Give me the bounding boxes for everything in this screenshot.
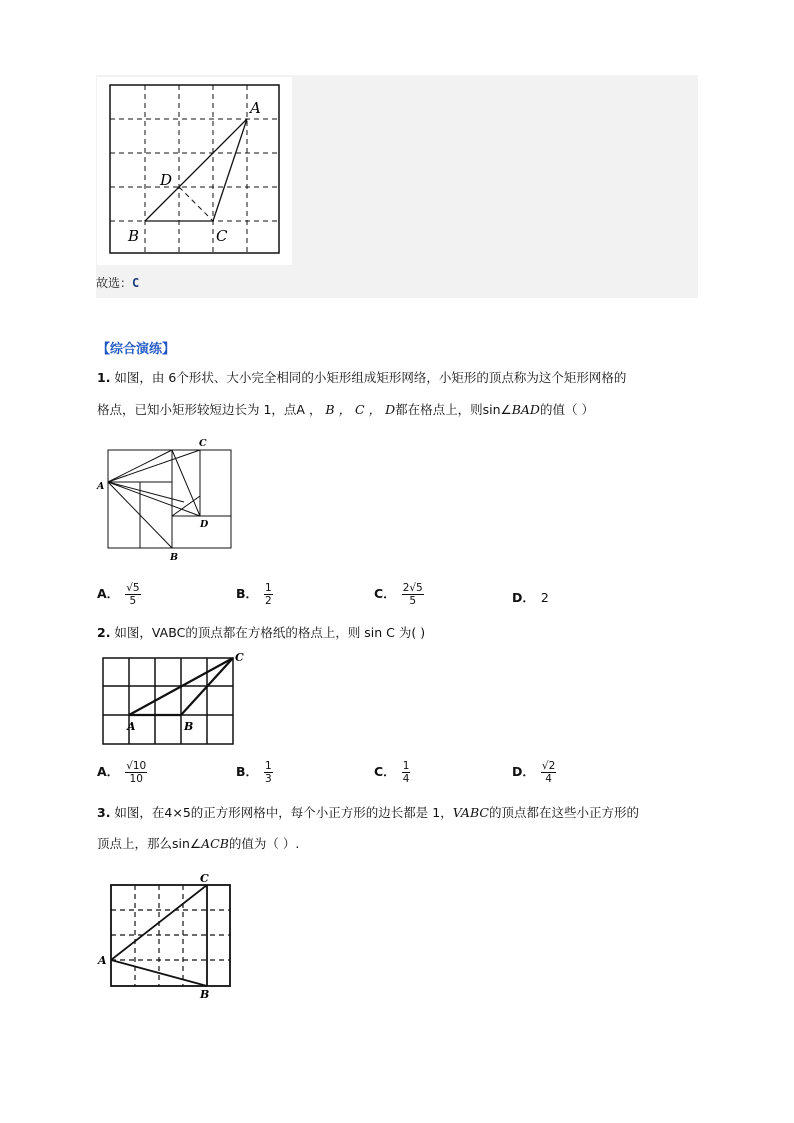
q2-option-a[interactable]: A． $\frac{√10}{10}$: [97, 760, 147, 785]
answer-value: C: [132, 276, 140, 290]
answer-prefix: 故选：: [96, 276, 133, 290]
q2-diagram: [98, 648, 250, 748]
q3-grid-dashes: [111, 885, 230, 986]
q1-option-c[interactable]: C． $\frac{2√5}{5}$: [374, 582, 423, 607]
label-A: A: [250, 99, 261, 117]
q2-line1: 2. 如图，VABC的顶点都在方格纸的格点上，则 sin C 为( ): [97, 625, 426, 640]
q1-option-a[interactable]: A． $\frac{√5}{5}$: [97, 582, 140, 607]
solution-triangle: [145, 119, 247, 221]
q1-option-d[interactable]: D． 2: [512, 590, 549, 605]
q2-option-c[interactable]: C． $\frac{1}{4}$: [374, 760, 410, 785]
q2-option-b[interactable]: B． $\frac{1}{3}$: [236, 760, 272, 785]
q3-figure: [96, 868, 242, 1006]
q1-outer-rect: [108, 450, 231, 548]
q1-label-C: C: [199, 438, 207, 449]
solution-figure: [97, 77, 292, 265]
q2-grid-border: [103, 658, 233, 744]
q1-line2: 格点，已知小矩形较短边长为 1，点A ， B ， C ， D都在格点上，则sin∠BAD的值（ ）: [97, 402, 594, 417]
q2-label-B: B: [184, 720, 194, 733]
q1-label-D: D: [200, 519, 209, 530]
q1-label-A: A: [97, 481, 105, 492]
q3-label-A: A: [98, 954, 107, 967]
q3-label-C: C: [200, 872, 209, 885]
q1-label-B: B: [170, 552, 179, 563]
q3-label-B: B: [200, 988, 210, 1001]
q1-option-b[interactable]: B． $\frac{1}{2}$: [236, 582, 272, 607]
label-B: B: [128, 227, 140, 245]
section-title: 【综合演练】: [97, 342, 176, 357]
q3-diagram: [96, 868, 242, 1002]
q2-label-C: C: [235, 651, 244, 664]
q1-line1: 1. 如图，由 6个形状、大小完全相同的小矩形组成矩形网络，小矩形的顶点称为这个矩形网格的: [97, 370, 627, 385]
solution-diagram: [97, 77, 292, 265]
q3-line2: 顶点上，那么sin∠ACB的值为（ ）.: [97, 836, 300, 851]
label-C: C: [216, 227, 228, 245]
q1-figure: [94, 436, 240, 570]
answer-line: [96, 274, 139, 291]
q3-line1: 3. 如图，在4×5的正方形网格中，每个小正方形的边长都是 1，VABC的顶点都在这些小正方形的: [97, 805, 639, 820]
q2-figure: [98, 648, 250, 752]
q2-label-A: A: [127, 720, 136, 733]
q1-diagram: [94, 436, 240, 566]
q2-option-d[interactable]: D． $\frac{√2}{4}$: [512, 760, 556, 785]
label-D: D: [160, 171, 173, 189]
